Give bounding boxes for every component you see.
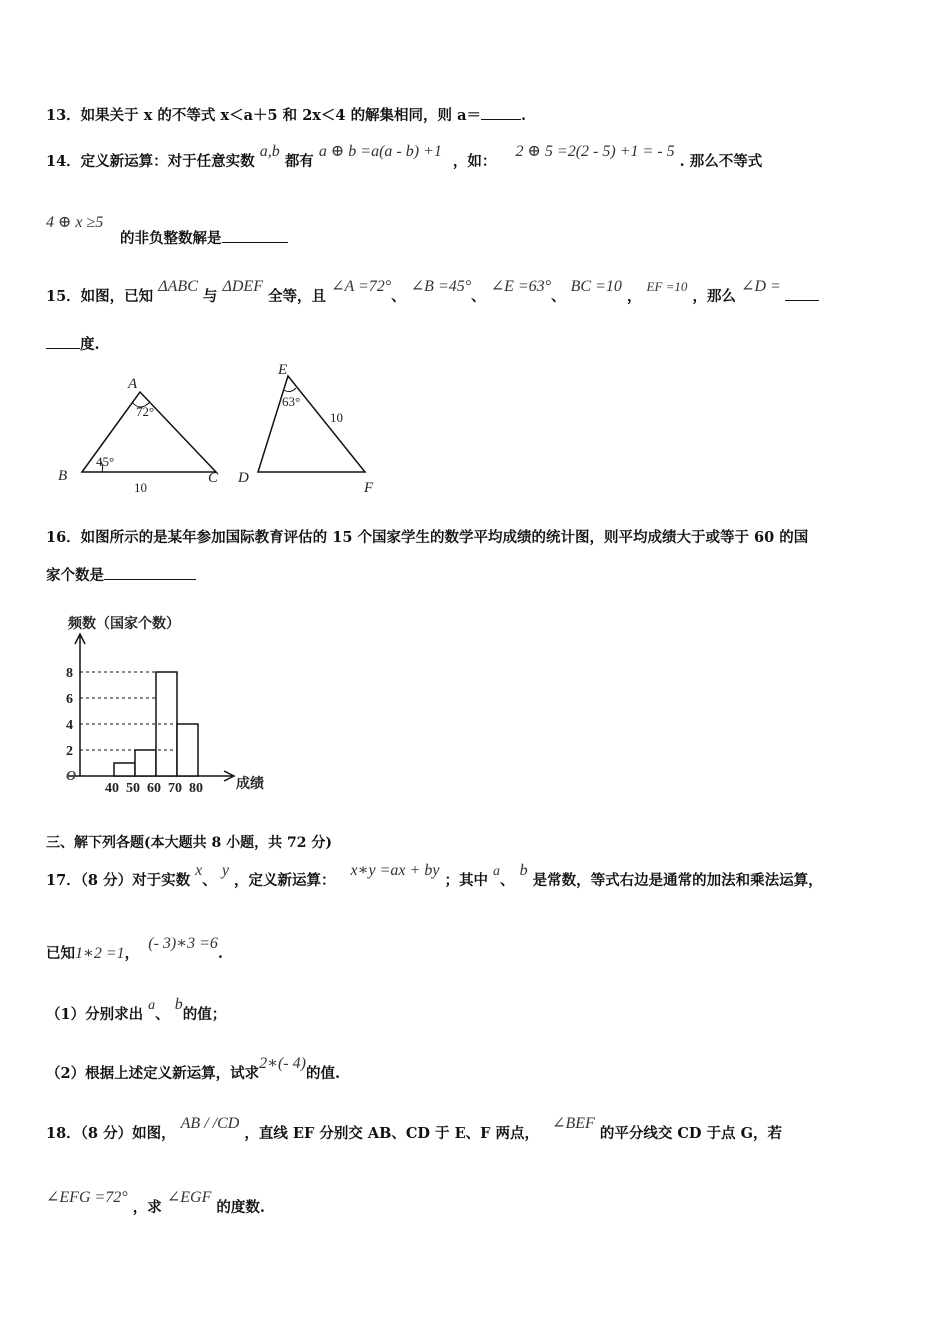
- histogram-bar: [114, 763, 135, 776]
- q14-text-4: . 那么不等式: [679, 153, 763, 170]
- q16-answer-blank: [104, 567, 196, 580]
- q17-sub2: [46, 1055, 341, 1083]
- q14-line2: [120, 227, 288, 248]
- label-e: E: [278, 362, 288, 378]
- label-c: C: [208, 470, 219, 486]
- x-tick-label: 50: [126, 781, 140, 796]
- section3-title: 三、解下列各题(本大题共 8 小题，共 72 分): [46, 835, 332, 851]
- y-tick-label: 8: [66, 666, 73, 681]
- q18-text-5: 的度数.: [216, 1199, 265, 1216]
- q17-line2: [46, 935, 223, 963]
- q14-text-2: 都有: [284, 153, 314, 170]
- q18-line2: [46, 1189, 265, 1217]
- q17-sub1-text-1: （1）分别求出: [46, 1006, 144, 1023]
- x-axis-label: 成绩: [236, 777, 264, 792]
- q17-var-b: b: [519, 862, 528, 879]
- q15-answer-blank-1: [785, 288, 819, 301]
- q16-text-2: 家个数是: [46, 567, 104, 584]
- q17-sub2-text-2: 的值.: [305, 1065, 341, 1082]
- q15-text-2: 与: [202, 288, 218, 305]
- q17-text-3: ；其中: [444, 872, 488, 889]
- q18-angle-bef: ∠BEF: [552, 1115, 595, 1132]
- q16-line1: [46, 526, 808, 547]
- q17-comma: ，: [124, 945, 140, 962]
- q14-text-3: ，如：: [452, 153, 497, 170]
- q18-text-3: 的平分线交 CD 于点 G，若: [599, 1125, 782, 1142]
- q15-bc: BC =10: [570, 278, 622, 295]
- q16-histogram: [40, 604, 290, 804]
- q13-line: [46, 104, 526, 125]
- q16-text-1: 16．如图所示的是某年参加国际教育评估的 15 个国家学生的数学平均成绩的统计图，则平均成绩大于或等于 60 的国: [46, 529, 809, 546]
- q15-text-4: ，那么: [692, 288, 736, 305]
- q15-line2: [46, 333, 100, 354]
- q17-text-2: ，定义新运算：: [233, 872, 336, 889]
- q15-sep-1: 、: [391, 288, 406, 305]
- q15-angle-e: ∠E =63°: [490, 278, 552, 295]
- y-axis-label: 频数（国家个数）: [68, 617, 180, 632]
- q18-angle-efg: ∠EFG =72°: [46, 1189, 128, 1206]
- q17-var-y: y: [221, 862, 229, 879]
- q15-text-5: 度.: [80, 336, 100, 353]
- q15-text-1: 15．如图，已知: [46, 288, 154, 305]
- q17-sub1: [46, 996, 227, 1024]
- q17-var-x: x: [195, 862, 203, 879]
- histogram-bar: [135, 750, 156, 776]
- q18-text-2: ，直线 EF 分别交 AB、CD 于 E、F 两点，: [244, 1125, 539, 1142]
- q14-inequality: [46, 212, 103, 232]
- q18-text-1: 18．（8 分）如图，: [46, 1125, 176, 1142]
- q17-sub1-text-2: 的值；: [182, 1006, 227, 1023]
- q14-example: 2 ⊕ 5 =2(2 - 5) +1 = - 5: [515, 143, 675, 160]
- q14-text-1: 14．定义新运算：对于任意实数: [46, 153, 255, 170]
- q16-line2: [46, 564, 196, 585]
- q13-end: .: [521, 107, 527, 124]
- q14-line1: [46, 143, 763, 171]
- q15-sep-2: 、: [471, 288, 486, 305]
- q15-triangle-def: ΔDEF: [222, 278, 263, 295]
- q15-triangle-abc: ΔABC: [158, 278, 198, 295]
- q15-sep-3: 、: [551, 288, 566, 305]
- y-tick-label: 4: [66, 718, 73, 733]
- q17-sub1-sep: 、: [155, 1006, 170, 1023]
- q15-angle-d: ∠D =: [741, 278, 781, 295]
- x-tick-label: 70: [168, 781, 182, 796]
- histogram-bar: [177, 724, 198, 776]
- q15-line1: [46, 278, 819, 306]
- label-b: B: [58, 468, 68, 484]
- q17-known-1: 1∗2 =1: [75, 945, 125, 962]
- label-f: F: [364, 480, 374, 496]
- q17-line1: [46, 862, 823, 890]
- q18-text-4: ，求: [132, 1199, 162, 1216]
- q17-var-a: a: [493, 864, 501, 879]
- x-tick-label: 40: [105, 781, 119, 796]
- q13-answer-blank: [481, 107, 521, 120]
- label-d: D: [238, 470, 249, 486]
- x-tick-label: 80: [189, 781, 203, 796]
- q17-sub1-var-b: b: [174, 996, 183, 1013]
- x-tick-label: 60: [147, 781, 161, 796]
- angle-e-arc: [284, 388, 296, 392]
- q17-sub2-text-1: （2）根据上述定义新运算，试求: [46, 1065, 260, 1082]
- q14-definition: a ⊕ b =a(a - b) +1: [318, 143, 442, 160]
- q18-angle-egf: ∠EGF: [166, 1189, 212, 1206]
- q18-line1: [46, 1115, 782, 1143]
- q14-answer-blank: [222, 230, 288, 243]
- q17-sep: 、: [202, 872, 217, 889]
- origin-label: O: [66, 769, 77, 784]
- q15-comma: ，: [626, 288, 642, 305]
- q17-sub2-expression: 2∗(- 4): [259, 1055, 306, 1072]
- q14-vars: a,b: [259, 143, 280, 160]
- q17-sub1-var-a: a: [148, 998, 156, 1013]
- q13-text: 13．如果关于 x 的不等式 x＜a＋5 和 2x＜4 的解集相同，则 a＝: [46, 107, 482, 124]
- q15-angle-b: ∠B =45°: [410, 278, 472, 295]
- q18-parallel: AB / /CD: [180, 1115, 240, 1132]
- q17-text-1: 17．（8 分）对于实数: [46, 872, 191, 889]
- y-tick-label: 6: [66, 692, 73, 707]
- q17-definition: x∗y =ax + by: [350, 862, 440, 879]
- label-a: A: [128, 376, 138, 392]
- label-bc: 10: [134, 480, 147, 495]
- q17-known-2: (- 3)∗3 =6: [148, 935, 218, 952]
- triangle-def: [258, 376, 365, 472]
- q17-end: .: [217, 945, 223, 962]
- q14-inequality-text: 4 ⊕ x ≥5: [46, 214, 104, 231]
- label-ef: 10: [330, 410, 343, 425]
- q15-ef: EF =10: [646, 279, 688, 294]
- label-angle-b: 45°: [96, 454, 115, 469]
- q15-answer-blank-2: [46, 336, 80, 349]
- q14-text-5: 的非负整数解是: [120, 230, 222, 247]
- q15-angle-a: ∠A =72°: [331, 278, 392, 295]
- y-tick-label: 2: [66, 744, 73, 759]
- section3-heading: [46, 832, 332, 852]
- q17-known: 已知: [46, 945, 75, 962]
- q17-sep-2: 、: [500, 872, 515, 889]
- q15-figure: [40, 360, 400, 500]
- label-angle-e: 63°: [282, 394, 301, 409]
- label-angle-a: 72°: [136, 404, 155, 419]
- q15-text-3: 全等，且: [268, 288, 327, 305]
- q17-text-4: 是常数，等式右边是通常的加法和乘法运算，: [532, 872, 823, 889]
